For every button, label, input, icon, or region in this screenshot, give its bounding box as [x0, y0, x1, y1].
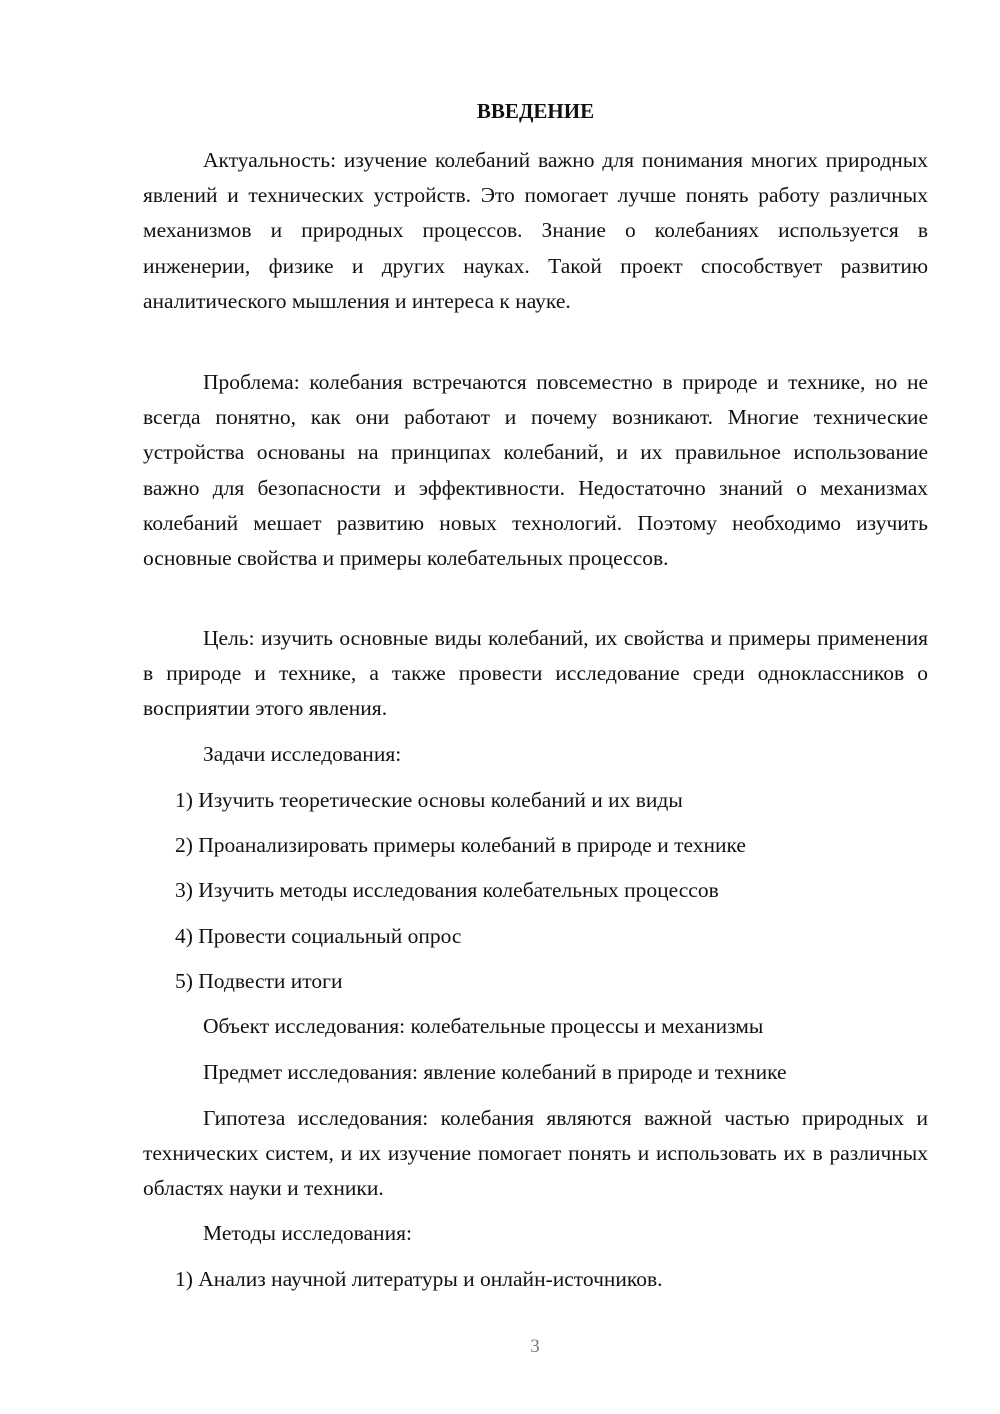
methods-heading: Методы исследования: — [203, 1221, 412, 1245]
method-item-1: 1) Анализ научной литературы и онлайн-источников. — [175, 1267, 663, 1291]
research-object: Объект исследования: колебательные процессы и механизмы — [203, 1014, 764, 1038]
task-item-4: 4) Провести социальный опрос — [175, 924, 462, 948]
page-number: 3 — [530, 1336, 540, 1357]
tasks-heading: Задачи исследования: — [203, 742, 402, 766]
goal-paragraph: Цель: изучить основные виды колебаний, их свойства и примеры применения в природе и технике, а также провести исследование среди одноклассников о восприятии этого явления. — [143, 626, 928, 721]
task-item-2: 2) Проанализировать примеры колебаний в природе и технике — [175, 833, 746, 857]
problem-paragraph: Проблема: колебания встречаются повсеместно в природе и технике, но не всегда понятно, как они работают и почему возникают. Многие технические устройства основаны на принципах колебаний, и их правильное использование важно для безопасности и эффективности. Недостаточно знаний о механизмах колебаний мешает развитию новых технологий. Поэтому необходимо изучить основные свойства и примеры колебательных процессов. — [143, 370, 928, 571]
task-item-1: 1) Изучить теоретические основы колебаний и их виды — [175, 788, 683, 812]
task-item-3: 3) Изучить методы исследования колебательных процессов — [175, 878, 719, 902]
task-item-5: 5) Подвести итоги — [175, 969, 343, 993]
research-subject: Предмет исследования: явление колебаний в природе и технике — [203, 1060, 787, 1084]
hypothesis-paragraph: Гипотеза исследования: колебания являются важной частью природных и технических систем, и их изучение помогает понять и использовать их в различных областях науки и техники. — [143, 1106, 928, 1201]
relevance-paragraph: Актуальность: изучение колебаний важно для понимания многих природных явлений и технических устройств. Это помогает лучше понять работу различных механизмов и природных процессов. Знание о колебаниях используется в инженерии, физике и других науках. Такой проект способствует развитию аналитического мышления и интереса к науке. — [143, 148, 928, 313]
page-title: ВВЕДЕНИЕ — [476, 99, 595, 123]
